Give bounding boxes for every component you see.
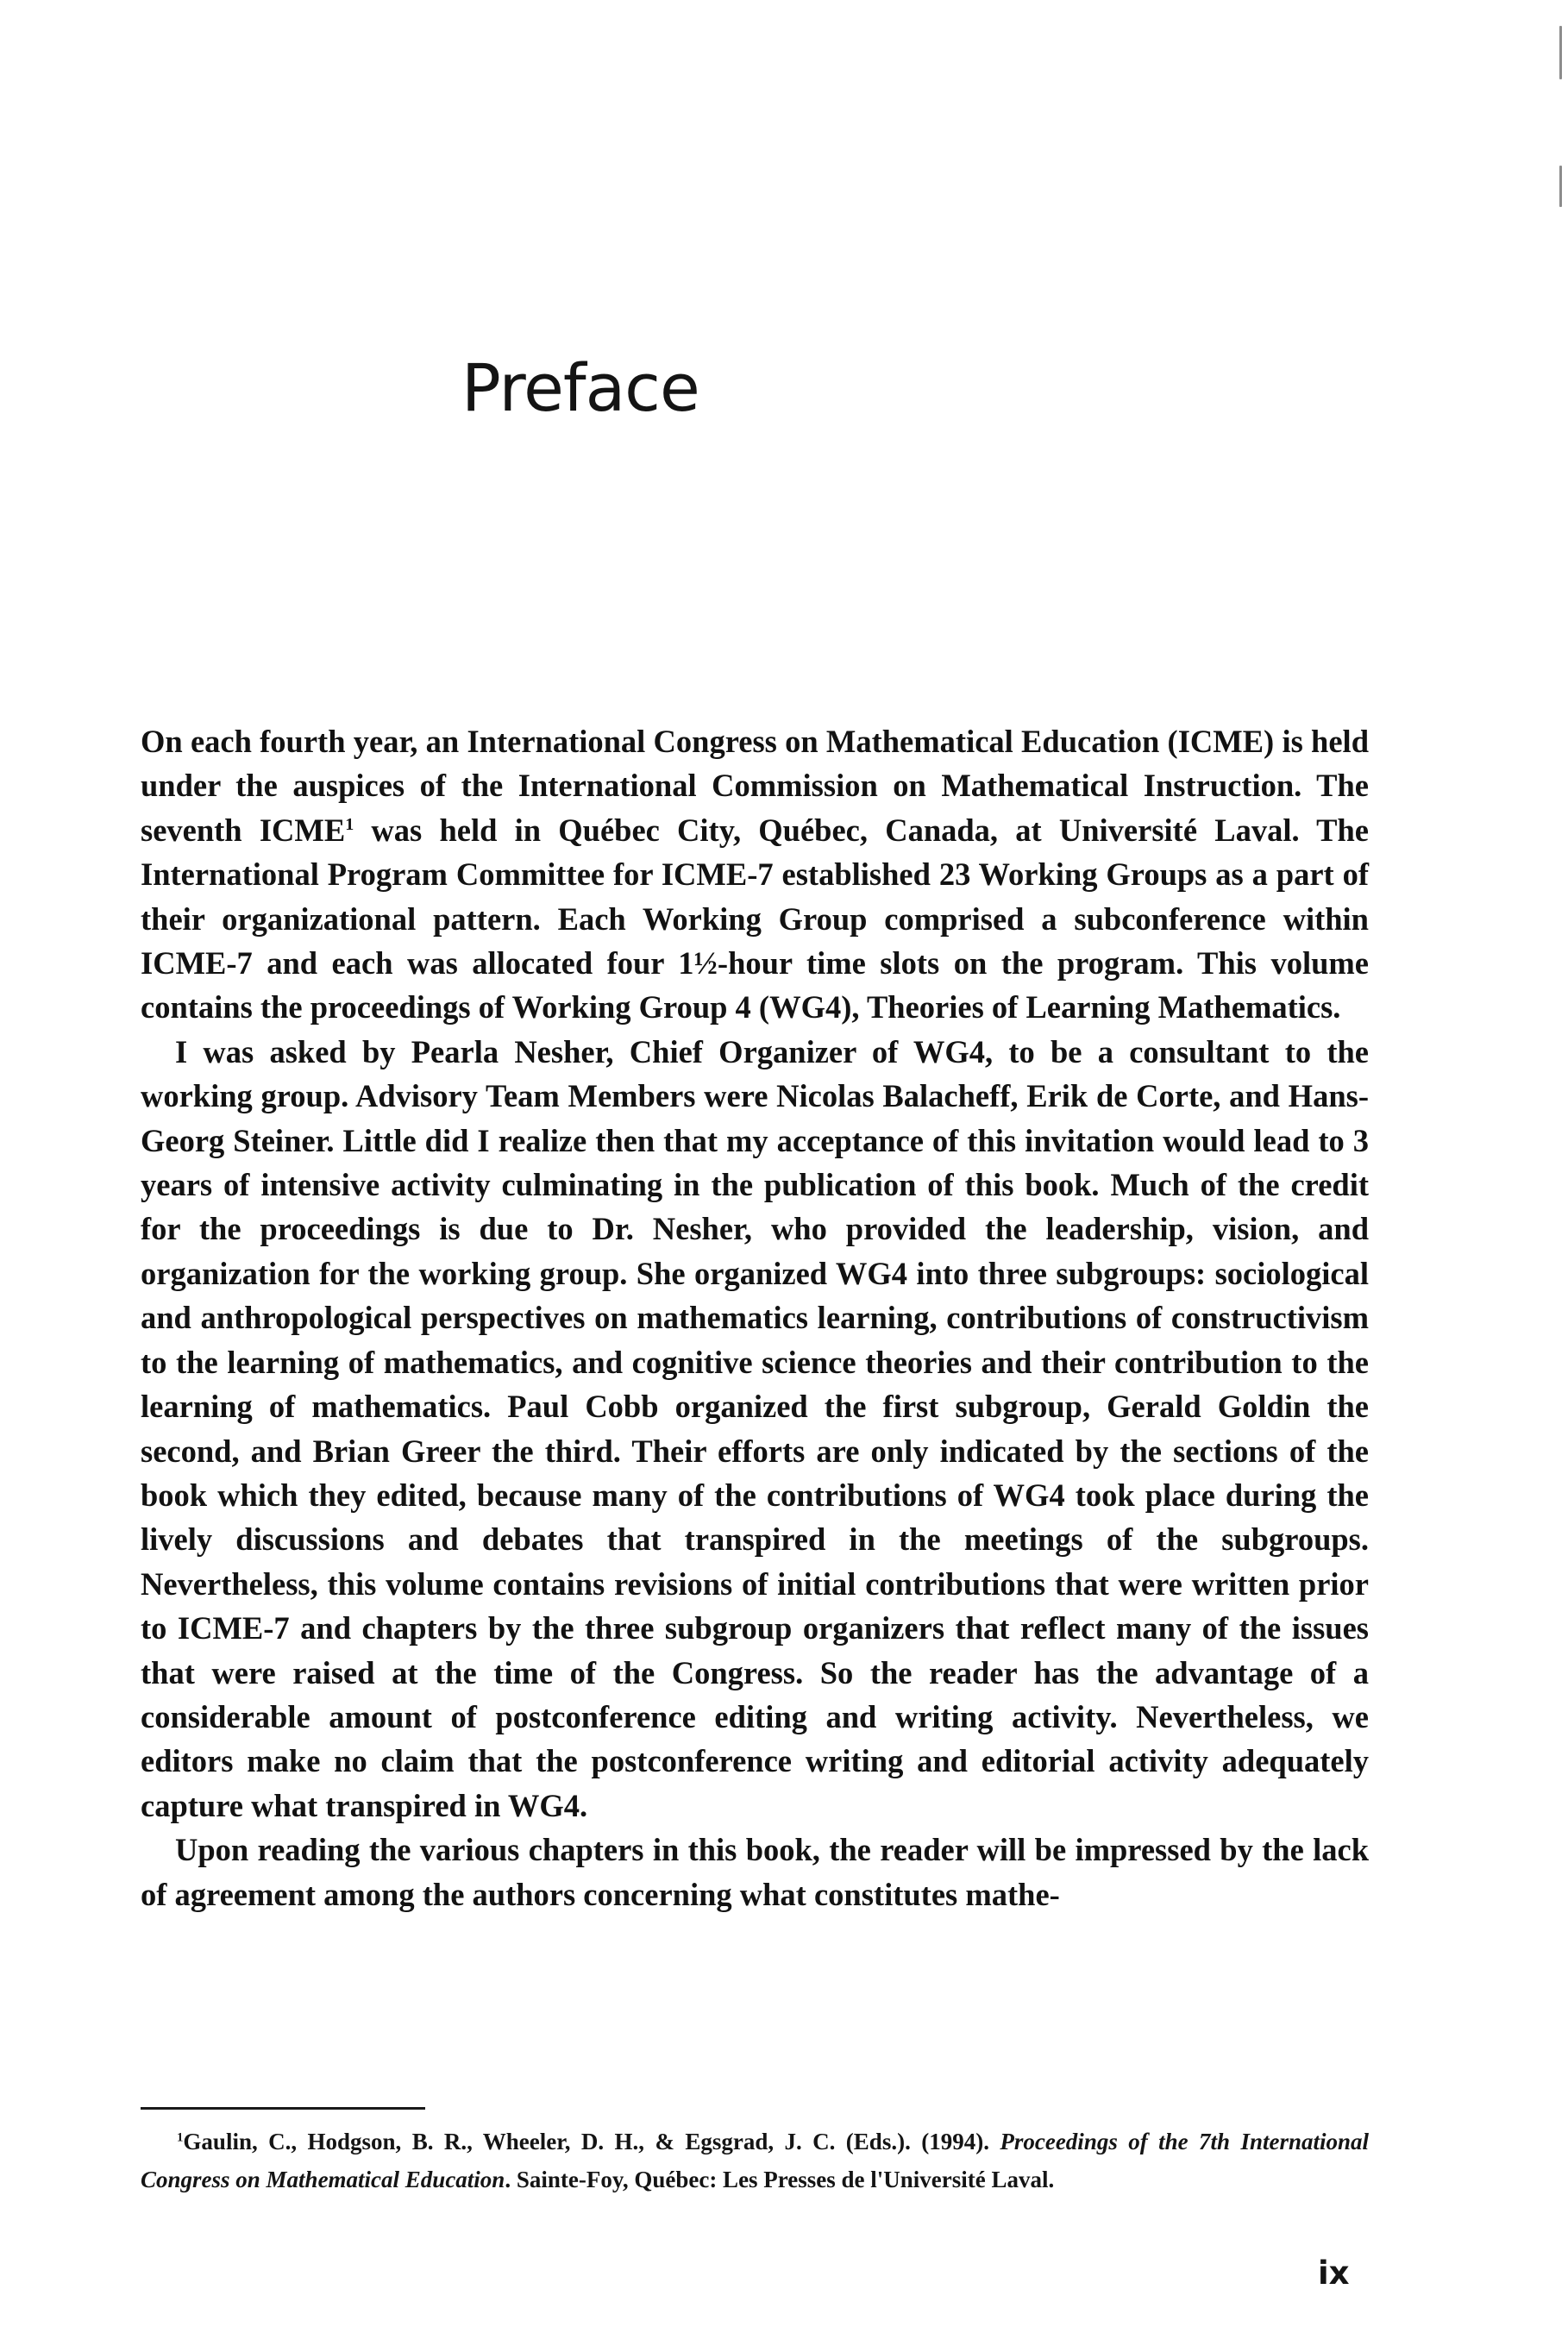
- footnote-source-title: Proceedings of the 7th International Congress on Mathematical Education: [141, 2129, 1369, 2192]
- footnote-divider: [141, 2107, 425, 2110]
- scan-edge-mark: [1559, 166, 1562, 207]
- footnote-publisher: . Sainte-Foy, Québec: Les Presses de l'Université Laval.: [505, 2167, 1055, 2192]
- footnote: [141, 2123, 1369, 2198]
- scan-edge-mark: [1559, 26, 1562, 79]
- paragraph-3: Upon reading the various chapters in this book, the reader will be impressed by the lack of agreement among the authors concerning what constitutes mathe-: [141, 1832, 1369, 1912]
- paragraph-1: [141, 719, 1369, 1030]
- footnote-authors: Gaulin, C., Hodgson, B. R., Wheeler, D. H., & Egsgrad, J. C. (Eds.). (1994).: [183, 2129, 1000, 2154]
- paragraph-1-text-end: was held in Québec City, Québec, Canada, at Université Laval. The International Program Committee for ICME-7 established 23 Working Groups as a part of their organizational pattern. Each Working Group comprised a subconference within ICME-7 and each was allocated four 1½-hour time slots on the program. This volume contains the proceedings of Working Group 4 (WG4), Theories of Learning Mathematics.: [141, 812, 1369, 1025]
- footnote-marker: 1: [177, 2130, 184, 2145]
- page-number: ix: [1318, 2255, 1350, 2292]
- preface-body: [141, 719, 1369, 1916]
- paragraph-2: I was asked by Pearla Nesher, Chief Organizer of WG4, to be a consultant to the working group. Advisory Team Members were Nicolas Balacheff, Erik de Corte, and Hans-Georg Steiner. Little did I realize then that my acceptance of this invitation would lead to 3 years of intensive activity culminating in the publication of this book. Much of the credit for the proceedings is due to Dr. Nesher, who provided the leadership, vision, and organization for the working group. She organized WG4 into three subgroups: sociological and anthropological perspectives on mathematics learning, contributions of constructivism to the learning of mathematics, and cognitive science theories and their contribution to the learning of mathematics. Paul Cobb organized the first subgroup, Gerald Goldin the second, and Brian Greer the third. Their efforts are only indicated by the sections of the book which they edited, because many of the contributions of WG4 took place during the lively discussions and debates that transpired in the meetings of the subgroups. Nevertheless, this volume contains revisions of initial contributions that were written prior to ICME-7 and chapters by the three subgroup organizers that reflect many of the issues that were raised at the time of the Congress. So the reader has the advantage of a considerable amount of postconference editing and writing activity. Nevertheless, we editors make no claim that the postconference writing and editorial activity adequately capture what transpired in WG4.: [141, 1033, 1369, 1823]
- paragraph-1-text-start: On each fourth year, an International Congress on Mathematical Education (ICME) is held under the auspices of the International Commission on Mathematical Instruction. The seventh ICME: [141, 724, 1369, 848]
- footnote-reference: 1: [345, 814, 354, 834]
- page-title: Preface: [461, 349, 699, 426]
